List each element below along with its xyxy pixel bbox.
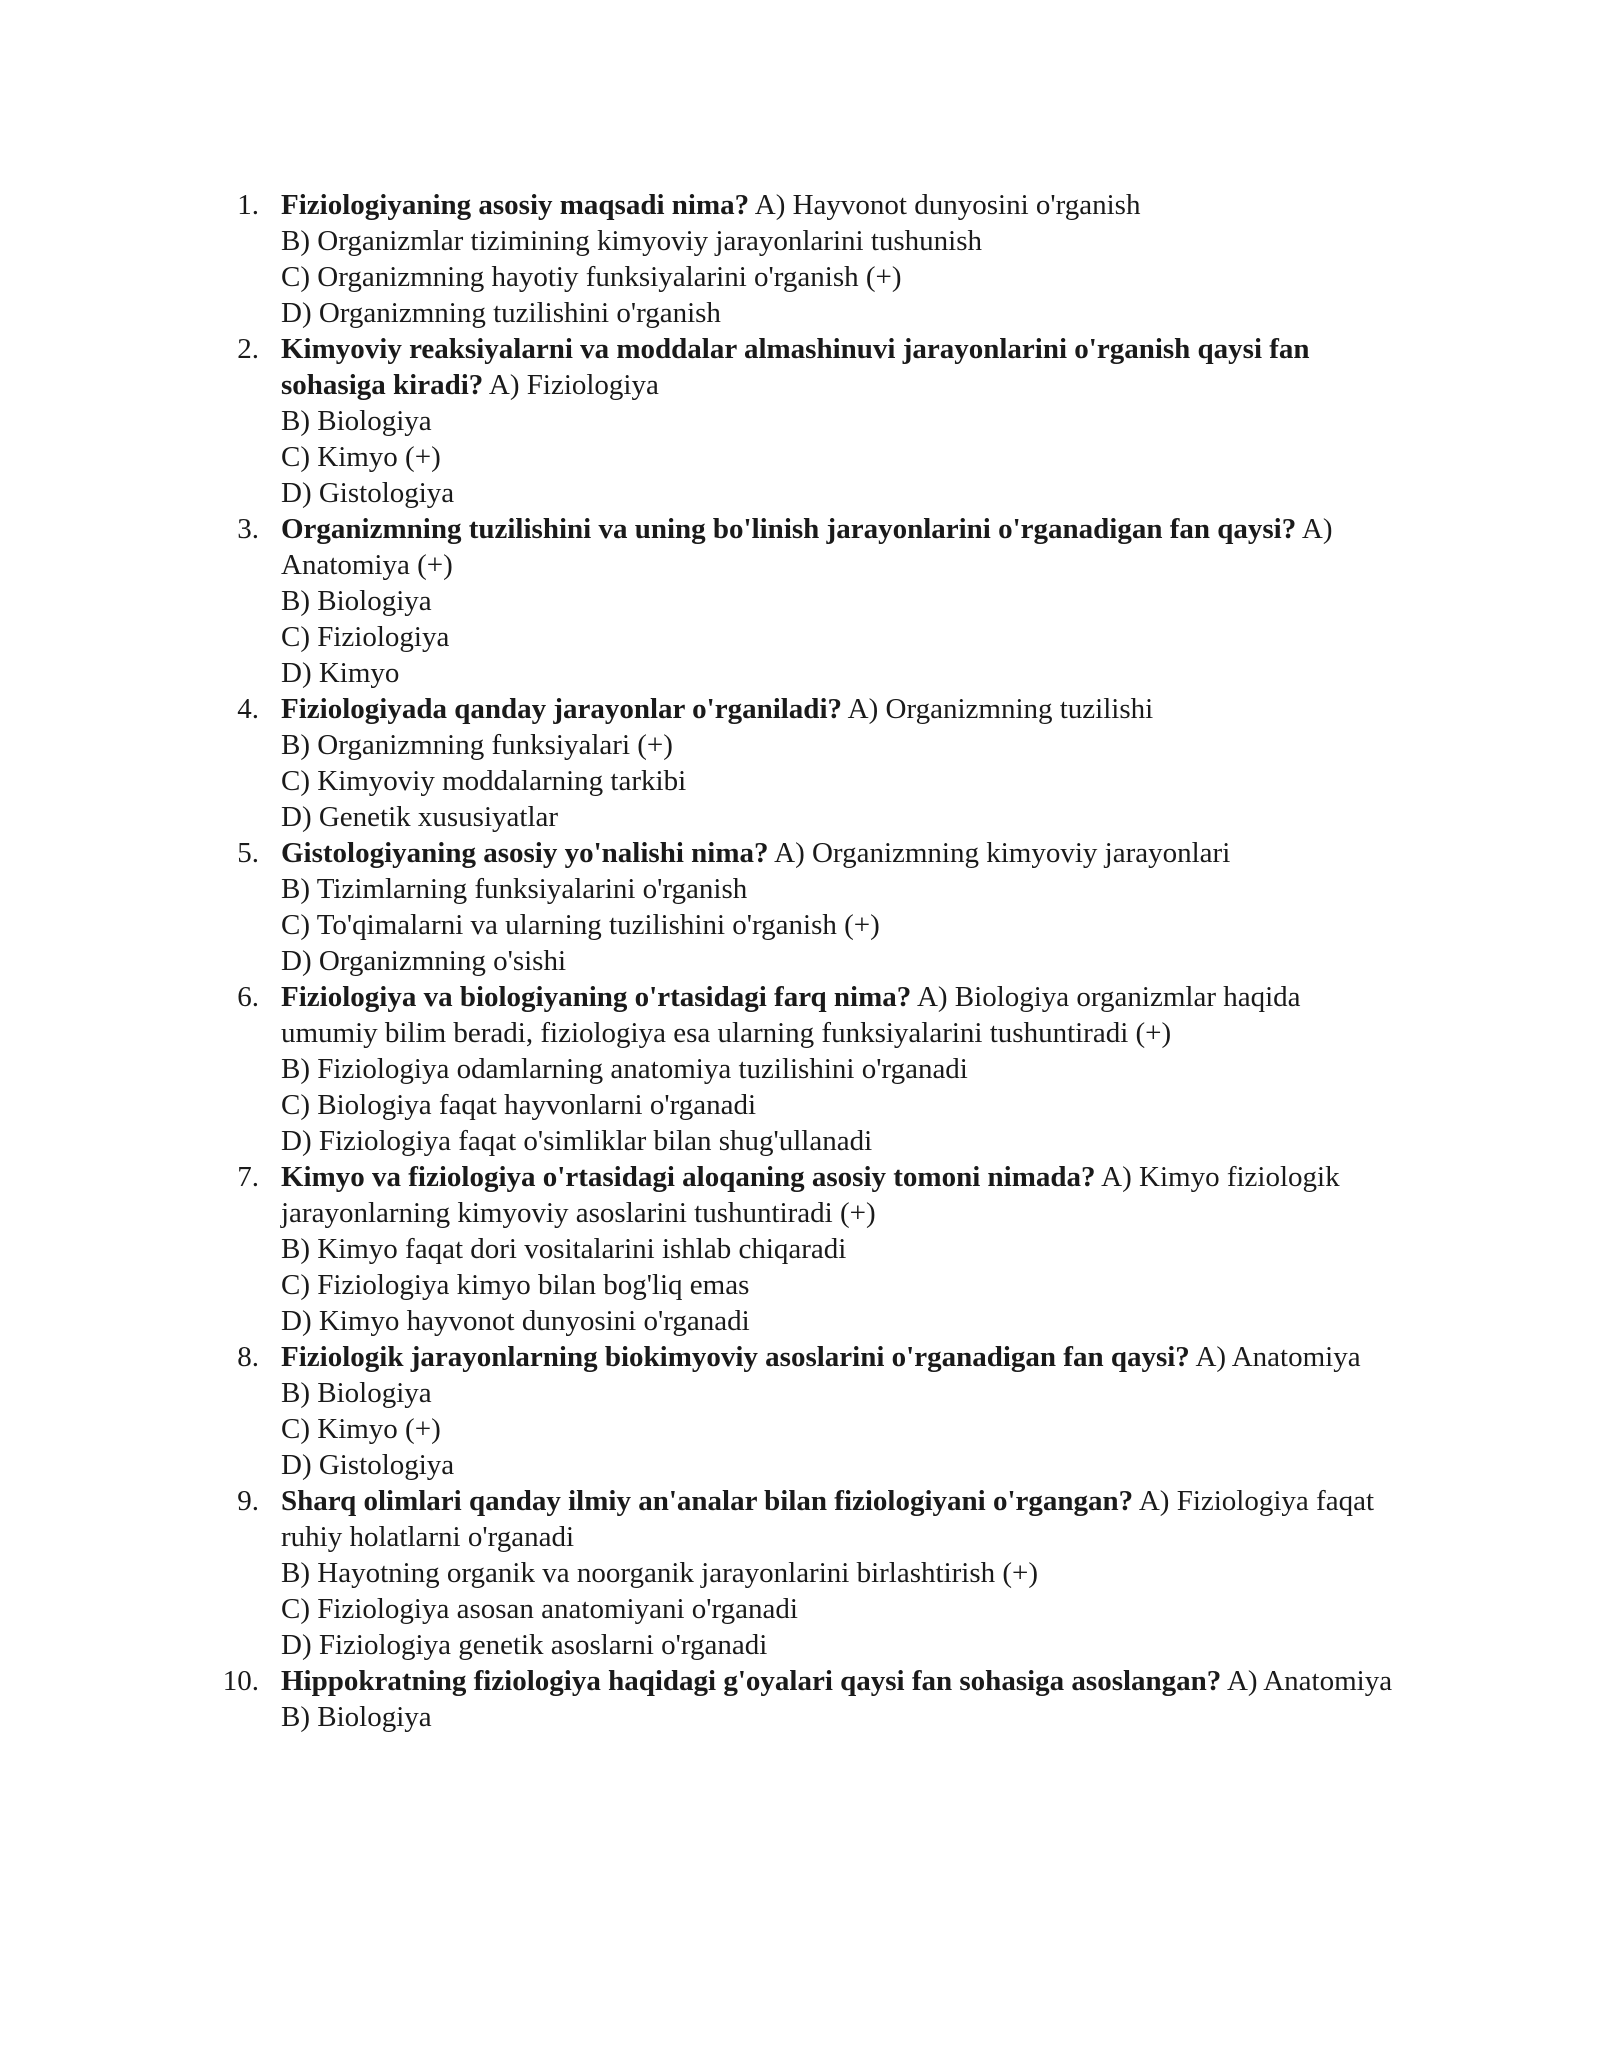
question-number: 8. [237,1341,259,1373]
option-c: C) Fiziologiya kimyo bilan bog'liq emas [281,1269,750,1301]
option-a: A) Anatomiya (+) [281,513,1333,581]
option-a: A) Fiziologiya faqat ruhiy holatlarni o'rganadi [281,1485,1375,1553]
question-stem: Fiziologiyaning asosiy maqsadi nima? [281,189,750,221]
option-b: B) Fiziologiya odamlarning anatomiya tuzilishini o'rganadi [281,1053,968,1085]
question-item [0,1339,1401,1483]
question-line [281,511,1401,583]
question-line [281,835,1401,871]
question-line [281,1483,1401,1555]
option-c: C) Organizmning hayotiy funksiyalarini o'rganish (+) [281,261,902,293]
question-number: 9. [237,1485,259,1517]
option-c: C) Fiziologiya asosan anatomiyani o'rganadi [281,1593,798,1625]
option-d: D) Organizmning o'sishi [281,945,567,977]
question-number: 2. [237,333,259,365]
question-item [0,1159,1401,1339]
question-line [281,691,1401,727]
option-d: D) Gistologiya [281,477,455,509]
question-number: 6. [237,981,259,1013]
option-a: A) Biologiya organizmlar haqida umumiy bilim beradi, fiziologiya esa ularning funksiyalarini tushuntiradi (+) [281,981,1301,1049]
question-stem: Organizmning tuzilishini va uning bo'linish jarayonlarini o'rganadigan fan qaysi? [281,513,1297,545]
option-b: B) Biologiya [281,405,432,437]
question-stem: Fiziologik jarayonlarning biokimyoviy asoslarini o'rganadigan fan qaysi? [281,1341,1190,1373]
question-item [0,511,1401,691]
option-a: A) Anatomiya [1195,1341,1361,1373]
option-a: A) Fiziologiya [488,369,659,401]
option-a: A) Kimyo fiziologik jarayonlarning kimyoviy asoslarini tushuntiradi (+) [281,1161,1340,1229]
option-d: D) Kimyo hayvonot dunyosini o'rganadi [281,1305,750,1337]
option-c: C) To'qimalarni va ularning tuzilishini o'rganish (+) [281,909,880,941]
option-c: C) Kimyo (+) [281,1413,441,1445]
question-item [0,979,1401,1159]
question-stem: Hippokratning fiziologiya haqidagi g'oyalari qaysi fan sohasiga asoslangan? [281,1665,1222,1697]
option-b: B) Biologiya [281,1377,432,1409]
option-b: B) Organizmlar tizimining kimyoviy jarayonlarini tushunish [281,225,982,257]
option-d: D) Kimyo [281,657,400,689]
question-line [281,331,1401,403]
option-c: C) Biologiya faqat hayvonlarni o'rganadi [281,1089,757,1121]
question-line [281,1339,1401,1375]
option-c: C) Fiziologiya [281,621,450,653]
question-line [281,979,1401,1051]
question-number: 4. [237,693,259,725]
question-number: 10. [222,1665,259,1697]
question-list [0,187,1600,1735]
question-item [0,1483,1401,1663]
option-b: B) Tizimlarning funksiyalarini o'rganish [281,873,748,905]
option-d: D) Gistologiya [281,1449,455,1481]
question-stem: Kimyo va fiziologiya o'rtasidagi aloqaning asosiy tomoni nimada? [281,1161,1096,1193]
question-line [281,1159,1401,1231]
question-item [0,691,1401,835]
option-a: A) Organizmning tuzilishi [847,693,1154,725]
option-a: A) Hayvonot dunyosini o'rganish [754,189,1141,221]
option-a: A) Anatomiya [1226,1665,1393,1697]
option-d: D) Organizmning tuzilishini o'rganish [281,297,721,329]
question-number: 7. [237,1161,259,1193]
question-item [0,1663,1401,1735]
option-b: B) Kimyo faqat dori vositalarini ishlab chiqaradi [281,1233,847,1265]
question-number: 5. [237,837,259,869]
question-item [0,187,1401,331]
option-b: B) Biologiya [281,585,432,617]
option-b: B) Organizmning funksiyalari (+) [281,729,673,761]
question-line [281,1663,1401,1699]
question-stem: Fiziologiyada qanday jarayonlar o'rganiladi? [281,693,842,725]
option-d: D) Fiziologiya faqat o'simliklar bilan shug'ullanadi [281,1125,873,1157]
question-stem: Fiziologiya va biologiyaning o'rtasidagi farq nima? [281,981,912,1013]
question-stem: Kimyoviy reaksiyalarni va moddalar almashinuvi jarayonlarini o'rganish qaysi fan sohasiga kiradi? [281,333,1310,401]
option-a: A) Organizmning kimyoviy jarayonlari [774,837,1231,869]
question-line [281,187,1401,223]
option-d: D) Genetik xususiyatlar [281,801,559,833]
question-item [0,835,1401,979]
question-number: 3. [237,513,259,545]
option-d: D) Fiziologiya genetik asoslarni o'rganadi [281,1629,768,1661]
question-stem: Gistologiyaning asosiy yo'nalishi nima? [281,837,769,869]
question-item [0,331,1401,511]
option-c: C) Kimyoviy moddalarning tarkibi [281,765,687,797]
question-number: 1. [237,189,259,221]
option-b: B) Biologiya [281,1701,432,1733]
option-b: B) Hayotning organik va noorganik jarayonlarini birlashtirish (+) [281,1557,1039,1589]
option-c: C) Kimyo (+) [281,441,441,473]
question-stem: Sharq olimlari qanday ilmiy an'analar bilan fiziologiyani o'rgangan? [281,1485,1134,1517]
